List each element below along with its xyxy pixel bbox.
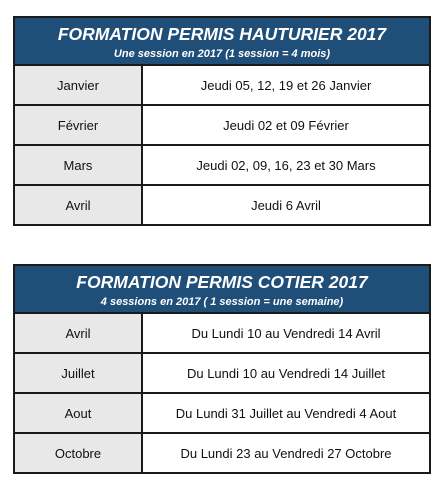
cotier-session-table	[15, 314, 429, 472]
dates-cell: Du Lundi 10 au Vendredi 14 Juillet	[142, 353, 429, 393]
table-row	[15, 145, 429, 185]
month-cell: Juillet	[15, 353, 142, 393]
month-cell: Octobre	[15, 433, 142, 472]
dates-cell: Jeudi 02, 09, 16, 23 et 30 Mars	[142, 145, 429, 185]
dates-cell: Jeudi 6 Avril	[142, 185, 429, 224]
cotier-subtitle: 4 sessions en 2017 ( 1 session = une semaine)	[100, 296, 344, 308]
table-row	[15, 433, 429, 472]
month-cell: Avril	[15, 185, 142, 224]
dates-cell: Jeudi 02 et 09 Février	[142, 105, 429, 145]
table-row	[15, 185, 429, 224]
month-cell: Aout	[15, 393, 142, 433]
hauturier-session-table	[15, 66, 429, 224]
dates-cell: Du Lundi 31 Juillet au Vendredi 4 Aout	[142, 393, 429, 433]
dates-cell: Du Lundi 23 au Vendredi 27 Octobre	[142, 433, 429, 472]
hauturier-subtitle: Une session en 2017 (1 session = 4 mois)	[113, 48, 331, 60]
table-row	[15, 66, 429, 105]
cotier-schedule-table	[13, 264, 431, 474]
table-row	[15, 393, 429, 433]
dates-cell: Du Lundi 10 au Vendredi 14 Avril	[142, 314, 429, 353]
month-cell: Février	[15, 105, 142, 145]
month-cell: Avril	[15, 314, 142, 353]
cotier-title: FORMATION PERMIS COTIER 2017	[76, 272, 368, 292]
cotier-header	[15, 266, 429, 314]
month-cell: Mars	[15, 145, 142, 185]
hauturier-schedule-table	[13, 16, 431, 226]
hauturier-header	[15, 18, 429, 66]
dates-cell: Jeudi 05, 12, 19 et 26 Janvier	[142, 66, 429, 105]
table-row	[15, 353, 429, 393]
month-cell: Janvier	[15, 66, 142, 105]
table-row	[15, 105, 429, 145]
table-row	[15, 314, 429, 353]
hauturier-title: FORMATION PERMIS HAUTURIER 2017	[57, 24, 387, 44]
